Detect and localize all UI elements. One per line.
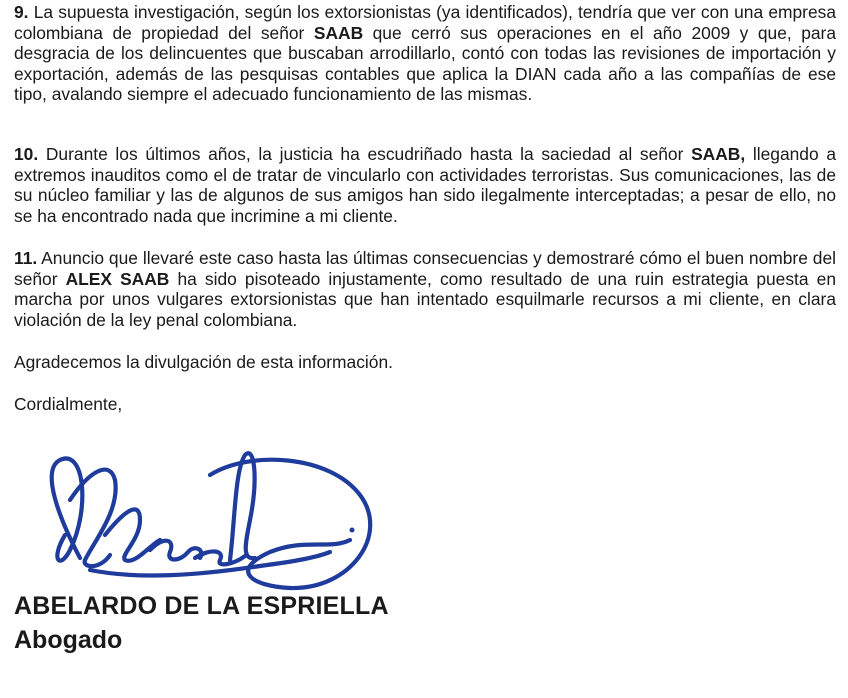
paragraph-10	[14, 144, 836, 226]
bold-text: SAAB	[313, 22, 364, 43]
paragraph-11	[14, 248, 836, 330]
bold-text: ALEX SAAB	[65, 268, 170, 289]
thanks-line: Agradecemos la divulgación de esta información.	[14, 352, 393, 372]
paragraph-9	[14, 2, 836, 105]
body-text: ha sido pisoteado injustamente, como resultado de una ruin estrategia puesta en marcha por unos vulgares extorsionistas que han intentado esquilmarle recursos a mi cliente, en clara violación de la ley penal colombiana.	[14, 268, 836, 330]
closing-salutation: Cordialmente,	[14, 394, 123, 414]
bold-text: 11.	[14, 248, 38, 268]
signer-name: ABELARDO DE LA ESPRIELLA	[14, 592, 389, 620]
signature-icon	[30, 440, 390, 595]
bold-text: 10.	[14, 144, 39, 164]
bold-text: SAAB,	[691, 144, 746, 164]
body-text: Anuncio que llevaré este caso hasta las últimas consecuencias y demostraré cómo el buen nombre del señor	[14, 248, 836, 289]
body-text: Durante los últimos años, la justicia ha escudriñado hasta la saciedad al señor	[38, 144, 692, 164]
body-text: llegando a extremos inauditos como el de tratar de vincularlo con actividades terroristas. Sus comunicaciones, las de su núcleo familiar y las de algunos de sus amigos han sido ilegalmente interceptadas; a pesar de ello, no se ha encontrado nada que incrimine a mi cliente.	[14, 144, 836, 226]
body-text: que cerró sus operaciones en el año 2009 y que, para desgracia de los delincuentes que buscaban arrodillarlo, contó con todas las revisiones de importación y exportación, además de las pesquisas contables que aplica la DIAN cada año a las compañías de ese tipo, avalando siempre el adecuado funcionamiento de las mismas.	[14, 22, 837, 105]
signer-role: Abogado	[14, 626, 123, 654]
body-text: La supuesta investigación, según los extorsionistas (ya identificados), tendría que ver con una empresa colombiana de propiedad del señor	[14, 2, 836, 43]
bold-text: 9.	[14, 2, 29, 22]
